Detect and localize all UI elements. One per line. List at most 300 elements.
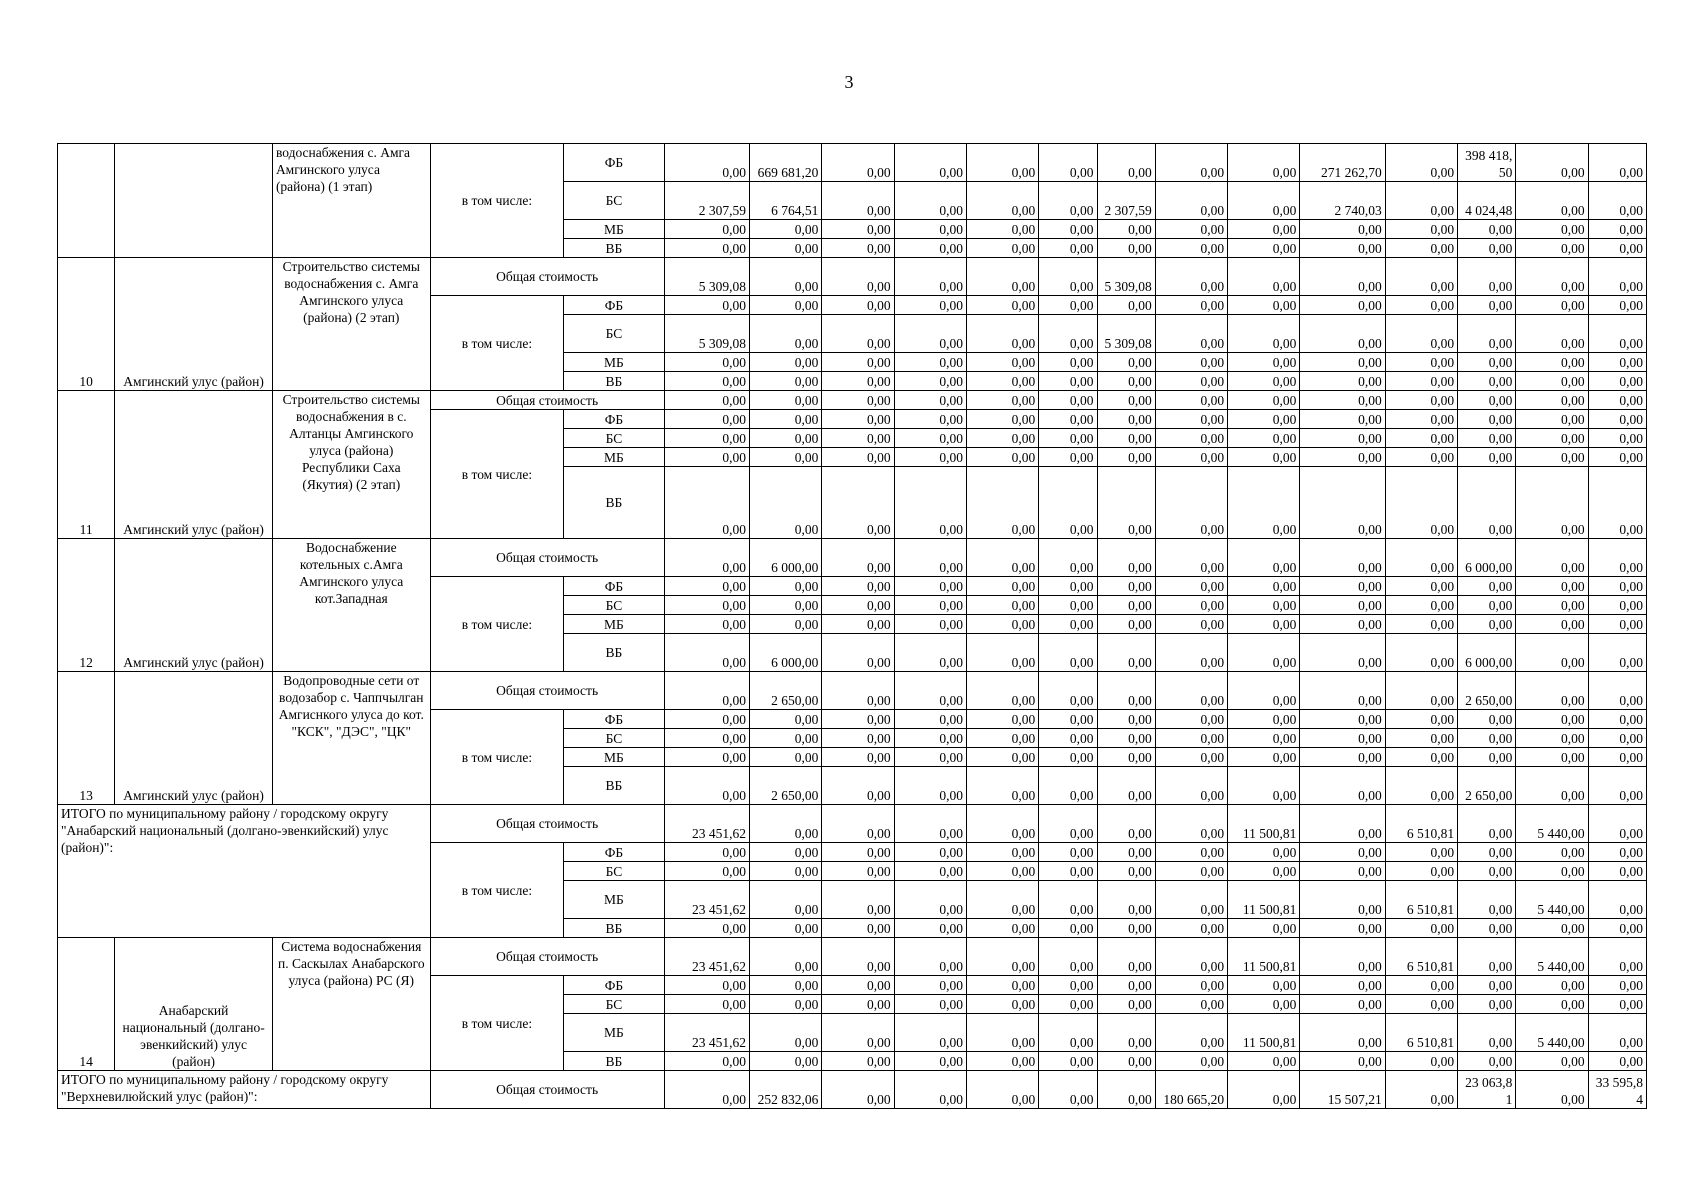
funding-source: ФБ [564, 976, 664, 995]
value-cell: 0,00 [1385, 596, 1457, 615]
value-cell: 0,00 [1300, 353, 1385, 372]
value-cell: 0,00 [1300, 1052, 1385, 1071]
municipality-name: Анабарский национальный (долгано-эвенкийский) улус (район) [115, 938, 273, 1071]
value-cell: 0,00 [1039, 1071, 1097, 1109]
value-cell: 0,00 [664, 467, 749, 539]
value-cell: 0,00 [1588, 919, 1646, 938]
value-cell: 0,00 [1516, 353, 1588, 372]
value-cell: 0,00 [1039, 938, 1097, 976]
including-label: в том числе: [430, 296, 564, 391]
value-cell: 0,00 [822, 372, 894, 391]
value-cell: 0,00 [1097, 429, 1155, 448]
value-cell: 0,00 [894, 1014, 966, 1052]
value-cell: 0,00 [822, 577, 894, 596]
value-cell: 0,00 [750, 391, 822, 410]
including-label: в том числе: [430, 843, 564, 938]
value-cell: 0,00 [1300, 539, 1385, 577]
value-cell: 0,00 [1097, 296, 1155, 315]
value-cell: 0,00 [750, 258, 822, 296]
value-cell: 0,00 [894, 710, 966, 729]
value-cell: 0,00 [1155, 391, 1227, 410]
value-cell: 0,00 [822, 182, 894, 220]
value-cell: 0,00 [750, 615, 822, 634]
value-cell: 0,00 [966, 767, 1038, 805]
value-cell: 5 440,00 [1516, 805, 1588, 843]
value-cell: 0,00 [1300, 805, 1385, 843]
value-cell: 0,00 [1458, 1014, 1516, 1052]
value-cell: 0,00 [1155, 710, 1227, 729]
funding-source: БС [564, 182, 664, 220]
value-cell: 180 665,20 [1155, 1071, 1227, 1109]
value-cell: 0,00 [664, 1071, 749, 1109]
value-cell: 0,00 [894, 881, 966, 919]
value-cell: 0,00 [1039, 220, 1097, 239]
value-cell: 23 063,81 [1458, 1071, 1516, 1109]
value-cell: 0,00 [1458, 315, 1516, 353]
value-cell: 0,00 [1458, 372, 1516, 391]
value-cell: 0,00 [966, 862, 1038, 881]
funding-source: БС [564, 315, 664, 353]
value-cell: 15 507,21 [1300, 1071, 1385, 1109]
value-cell: 23 451,62 [664, 881, 749, 919]
table-row [58, 144, 1647, 182]
value-cell: 669 681,20 [750, 144, 822, 182]
value-cell: 0,00 [1588, 391, 1646, 410]
value-cell: 0,00 [1300, 239, 1385, 258]
value-cell: 11 500,81 [1228, 805, 1300, 843]
value-cell: 0,00 [894, 220, 966, 239]
funding-source: ФБ [564, 410, 664, 429]
value-cell: 0,00 [1155, 220, 1227, 239]
value-cell: 0,00 [1516, 467, 1588, 539]
value-cell: 0,00 [966, 296, 1038, 315]
value-cell: 0,00 [1516, 144, 1588, 182]
value-cell: 0,00 [750, 353, 822, 372]
value-cell: 0,00 [1588, 938, 1646, 976]
value-cell: 0,00 [1039, 805, 1097, 843]
financing-table [57, 143, 1647, 1109]
value-cell: 0,00 [1228, 448, 1300, 467]
value-cell: 0,00 [894, 182, 966, 220]
page-number: 3 [844, 72, 854, 92]
row-number: 13 [58, 672, 115, 805]
value-cell: 0,00 [894, 843, 966, 862]
value-cell: 0,00 [1097, 1071, 1155, 1109]
value-cell: 0,00 [894, 391, 966, 410]
value-cell: 0,00 [1588, 748, 1646, 767]
value-cell: 0,00 [1385, 862, 1457, 881]
value-cell: 0,00 [966, 881, 1038, 919]
value-cell: 0,00 [1300, 767, 1385, 805]
value-cell: 0,00 [1588, 596, 1646, 615]
value-cell: 0,00 [1155, 843, 1227, 862]
value-cell: 0,00 [1385, 767, 1457, 805]
value-cell: 0,00 [1228, 296, 1300, 315]
value-cell: 0,00 [894, 1052, 966, 1071]
value-cell: 0,00 [1458, 995, 1516, 1014]
including-label: в том числе: [430, 410, 564, 539]
value-cell: 0,00 [1385, 634, 1457, 672]
value-cell: 0,00 [966, 182, 1038, 220]
value-cell: 0,00 [822, 448, 894, 467]
value-cell: 0,00 [966, 634, 1038, 672]
value-cell: 0,00 [822, 239, 894, 258]
summary-label: ИТОГО по муниципальному району / городскому округу "Анабарский национальный (долгано-эвенкийский) улус (район)": [58, 805, 431, 938]
value-cell: 0,00 [1588, 410, 1646, 429]
total-cost-label: Общая стоимость [430, 391, 664, 410]
value-cell: 0,00 [1588, 315, 1646, 353]
including-label: в том числе: [430, 976, 564, 1071]
value-cell: 0,00 [966, 539, 1038, 577]
value-cell: 0,00 [1155, 577, 1227, 596]
value-cell: 0,00 [1097, 976, 1155, 995]
table-row [58, 539, 1647, 577]
value-cell: 0,00 [894, 577, 966, 596]
value-cell: 0,00 [1228, 843, 1300, 862]
value-cell: 0,00 [1385, 220, 1457, 239]
value-cell: 0,00 [822, 748, 894, 767]
value-cell: 0,00 [664, 767, 749, 805]
value-cell: 0,00 [1097, 710, 1155, 729]
value-cell: 0,00 [664, 391, 749, 410]
value-cell: 0,00 [1228, 182, 1300, 220]
municipality-name: Амгинский улус (район) [115, 672, 273, 805]
value-cell: 4 024,48 [1458, 182, 1516, 220]
value-cell: 0,00 [1039, 767, 1097, 805]
value-cell: 2 650,00 [750, 672, 822, 710]
total-cost-label: Общая стоимость [430, 539, 664, 577]
value-cell: 0,00 [822, 862, 894, 881]
value-cell: 0,00 [1228, 144, 1300, 182]
value-cell: 0,00 [1155, 976, 1227, 995]
value-cell: 0,00 [664, 353, 749, 372]
value-cell: 0,00 [1155, 258, 1227, 296]
value-cell: 0,00 [1516, 919, 1588, 938]
value-cell: 0,00 [1516, 976, 1588, 995]
value-cell: 0,00 [750, 729, 822, 748]
value-cell: 0,00 [894, 296, 966, 315]
value-cell: 0,00 [894, 1071, 966, 1109]
value-cell: 0,00 [1039, 410, 1097, 429]
value-cell: 0,00 [1385, 976, 1457, 995]
value-cell: 0,00 [664, 239, 749, 258]
value-cell: 2 650,00 [1458, 767, 1516, 805]
value-cell: 0,00 [1385, 144, 1457, 182]
value-cell: 0,00 [1516, 634, 1588, 672]
value-cell: 0,00 [664, 919, 749, 938]
value-cell: 0,00 [1097, 615, 1155, 634]
value-cell: 0,00 [750, 862, 822, 881]
value-cell: 0,00 [966, 710, 1038, 729]
value-cell: 0,00 [1385, 239, 1457, 258]
value-cell: 0,00 [966, 615, 1038, 634]
value-cell: 0,00 [1155, 315, 1227, 353]
value-cell: 0,00 [966, 919, 1038, 938]
value-cell: 0,00 [822, 615, 894, 634]
value-cell: 0,00 [1516, 296, 1588, 315]
value-cell: 0,00 [1097, 805, 1155, 843]
value-cell: 0,00 [1300, 315, 1385, 353]
value-cell: 23 451,62 [664, 805, 749, 843]
value-cell: 0,00 [966, 258, 1038, 296]
object-name: Водоснабжение котельных с.Амга Амгинского улуса кот.Западная [272, 539, 430, 672]
value-cell: 0,00 [1588, 995, 1646, 1014]
value-cell: 0,00 [1588, 767, 1646, 805]
value-cell: 0,00 [822, 881, 894, 919]
value-cell: 6 510,81 [1385, 805, 1457, 843]
value-cell: 0,00 [1228, 976, 1300, 995]
value-cell: 0,00 [1097, 843, 1155, 862]
value-cell: 0,00 [1300, 258, 1385, 296]
value-cell: 0,00 [1588, 634, 1646, 672]
municipality-name: Амгинский улус (район) [115, 539, 273, 672]
value-cell: 11 500,81 [1228, 938, 1300, 976]
value-cell: 6 764,51 [750, 182, 822, 220]
value-cell: 0,00 [1588, 976, 1646, 995]
value-cell: 0,00 [1228, 919, 1300, 938]
value-cell: 0,00 [822, 596, 894, 615]
value-cell: 0,00 [966, 748, 1038, 767]
value-cell: 0,00 [750, 372, 822, 391]
value-cell: 0,00 [750, 296, 822, 315]
value-cell: 0,00 [664, 596, 749, 615]
value-cell: 0,00 [822, 353, 894, 372]
value-cell: 0,00 [1516, 372, 1588, 391]
value-cell: 0,00 [1155, 1014, 1227, 1052]
row-number: 12 [58, 539, 115, 672]
value-cell: 0,00 [1155, 410, 1227, 429]
value-cell: 5 440,00 [1516, 881, 1588, 919]
value-cell: 0,00 [894, 672, 966, 710]
value-cell: 0,00 [1039, 615, 1097, 634]
value-cell: 0,00 [664, 995, 749, 1014]
value-cell: 0,00 [1385, 448, 1457, 467]
value-cell: 0,00 [664, 729, 749, 748]
value-cell: 0,00 [1300, 710, 1385, 729]
including-label: в том числе: [430, 144, 564, 258]
value-cell: 0,00 [966, 448, 1038, 467]
value-cell: 0,00 [966, 843, 1038, 862]
value-cell: 0,00 [664, 372, 749, 391]
value-cell: 0,00 [1588, 239, 1646, 258]
value-cell: 0,00 [1588, 881, 1646, 919]
value-cell: 0,00 [1458, 220, 1516, 239]
value-cell: 0,00 [1385, 843, 1457, 862]
value-cell: 0,00 [1385, 577, 1457, 596]
value-cell: 0,00 [894, 634, 966, 672]
value-cell: 0,00 [1385, 353, 1457, 372]
value-cell: 0,00 [1300, 372, 1385, 391]
value-cell: 0,00 [1039, 919, 1097, 938]
value-cell: 398 418,50 [1458, 144, 1516, 182]
value-cell: 0,00 [966, 467, 1038, 539]
value-cell: 0,00 [1300, 976, 1385, 995]
value-cell: 0,00 [750, 1052, 822, 1071]
value-cell: 0,00 [1097, 410, 1155, 429]
funding-source: ФБ [564, 296, 664, 315]
value-cell: 0,00 [822, 1014, 894, 1052]
value-cell: 0,00 [1588, 862, 1646, 881]
value-cell: 0,00 [1300, 634, 1385, 672]
value-cell: 0,00 [1097, 919, 1155, 938]
value-cell: 0,00 [750, 577, 822, 596]
value-cell: 0,00 [1458, 729, 1516, 748]
value-cell: 6 000,00 [750, 634, 822, 672]
value-cell: 0,00 [1588, 1014, 1646, 1052]
value-cell: 0,00 [1039, 144, 1097, 182]
value-cell: 0,00 [1300, 410, 1385, 429]
value-cell: 2 740,03 [1300, 182, 1385, 220]
value-cell: 0,00 [894, 539, 966, 577]
value-cell: 0,00 [1458, 843, 1516, 862]
value-cell: 0,00 [750, 919, 822, 938]
value-cell: 0,00 [1228, 220, 1300, 239]
value-cell: 0,00 [966, 1052, 1038, 1071]
value-cell: 0,00 [1228, 1052, 1300, 1071]
object-name: Водопроводные сети от водозабор с. Чаппчылган Амгиснкого улуса до кот. "КСК", "ДЭС", "ЦК" [272, 672, 430, 805]
value-cell: 0,00 [822, 1071, 894, 1109]
value-cell: 0,00 [1228, 372, 1300, 391]
value-cell: 0,00 [822, 315, 894, 353]
value-cell: 0,00 [894, 976, 966, 995]
funding-source: БС [564, 596, 664, 615]
funding-source: МБ [564, 448, 664, 467]
value-cell: 0,00 [822, 144, 894, 182]
value-cell: 0,00 [1039, 258, 1097, 296]
object-name: Система водоснабжения п. Саскылах Анабарского улуса (района) РС (Я) [272, 938, 430, 1071]
value-cell: 6 510,81 [1385, 938, 1457, 976]
value-cell: 6 000,00 [750, 539, 822, 577]
value-cell: 0,00 [1458, 919, 1516, 938]
table-row [58, 258, 1647, 296]
value-cell: 0,00 [1385, 672, 1457, 710]
value-cell: 2 307,59 [1097, 182, 1155, 220]
value-cell: 0,00 [894, 429, 966, 448]
value-cell: 0,00 [664, 843, 749, 862]
value-cell: 0,00 [1385, 748, 1457, 767]
total-cost-label: Общая стоимость [430, 258, 664, 296]
value-cell: 0,00 [1458, 710, 1516, 729]
value-cell: 0,00 [1097, 144, 1155, 182]
value-cell: 0,00 [1516, 239, 1588, 258]
value-cell: 0,00 [1588, 843, 1646, 862]
value-cell: 0,00 [750, 239, 822, 258]
table-row [58, 805, 1647, 843]
table-row [58, 938, 1647, 976]
value-cell: 0,00 [1516, 995, 1588, 1014]
value-cell: 0,00 [1039, 315, 1097, 353]
value-cell: 0,00 [664, 539, 749, 577]
value-cell: 0,00 [750, 938, 822, 976]
value-cell: 0,00 [1300, 995, 1385, 1014]
value-cell: 0,00 [1039, 429, 1097, 448]
value-cell: 2 650,00 [1458, 672, 1516, 710]
municipality-name [115, 144, 273, 258]
value-cell: 0,00 [1588, 353, 1646, 372]
funding-source: ВБ [564, 239, 664, 258]
value-cell: 0,00 [1155, 615, 1227, 634]
value-cell: 0,00 [822, 710, 894, 729]
value-cell: 0,00 [822, 429, 894, 448]
value-cell: 0,00 [1458, 448, 1516, 467]
funding-source: ФБ [564, 577, 664, 596]
value-cell: 0,00 [966, 144, 1038, 182]
value-cell: 0,00 [1300, 729, 1385, 748]
value-cell: 0,00 [1516, 672, 1588, 710]
value-cell: 0,00 [894, 995, 966, 1014]
value-cell: 0,00 [822, 729, 894, 748]
funding-source: ФБ [564, 843, 664, 862]
value-cell: 0,00 [1385, 729, 1457, 748]
value-cell: 0,00 [750, 995, 822, 1014]
value-cell: 0,00 [1458, 938, 1516, 976]
value-cell: 0,00 [1039, 710, 1097, 729]
value-cell: 0,00 [1039, 353, 1097, 372]
value-cell: 0,00 [1039, 467, 1097, 539]
value-cell: 0,00 [750, 410, 822, 429]
value-cell: 0,00 [1228, 239, 1300, 258]
value-cell: 0,00 [822, 220, 894, 239]
value-cell: 0,00 [1516, 577, 1588, 596]
value-cell: 0,00 [1097, 220, 1155, 239]
value-cell: 0,00 [1300, 862, 1385, 881]
value-cell: 0,00 [822, 767, 894, 805]
value-cell: 0,00 [822, 843, 894, 862]
value-cell: 0,00 [1155, 729, 1227, 748]
value-cell: 0,00 [1097, 539, 1155, 577]
value-cell: 0,00 [750, 315, 822, 353]
value-cell: 0,00 [1385, 296, 1457, 315]
value-cell: 0,00 [1385, 710, 1457, 729]
value-cell: 0,00 [1516, 1052, 1588, 1071]
value-cell: 0,00 [1458, 596, 1516, 615]
funding-source: БС [564, 862, 664, 881]
value-cell: 0,00 [1385, 258, 1457, 296]
value-cell: 0,00 [822, 672, 894, 710]
value-cell: 11 500,81 [1228, 881, 1300, 919]
value-cell: 5 309,08 [1097, 258, 1155, 296]
value-cell: 0,00 [1097, 372, 1155, 391]
value-cell: 0,00 [1516, 429, 1588, 448]
value-cell: 0,00 [1300, 429, 1385, 448]
value-cell: 0,00 [966, 220, 1038, 239]
value-cell: 23 451,62 [664, 938, 749, 976]
value-cell: 0,00 [750, 843, 822, 862]
value-cell: 0,00 [1516, 862, 1588, 881]
value-cell: 0,00 [966, 429, 1038, 448]
value-cell: 0,00 [1155, 239, 1227, 258]
value-cell: 0,00 [1516, 1071, 1588, 1109]
value-cell: 0,00 [822, 391, 894, 410]
value-cell: 0,00 [1300, 596, 1385, 615]
value-cell: 0,00 [1155, 429, 1227, 448]
value-cell: 0,00 [1385, 182, 1457, 220]
value-cell: 0,00 [1588, 220, 1646, 239]
value-cell: 0,00 [966, 239, 1038, 258]
value-cell: 0,00 [1155, 938, 1227, 976]
value-cell: 0,00 [822, 805, 894, 843]
value-cell: 0,00 [1097, 672, 1155, 710]
value-cell: 0,00 [1228, 767, 1300, 805]
value-cell: 0,00 [1039, 995, 1097, 1014]
value-cell: 0,00 [1300, 919, 1385, 938]
value-cell: 0,00 [1385, 1071, 1457, 1109]
value-cell: 0,00 [1300, 577, 1385, 596]
value-cell: 0,00 [1588, 258, 1646, 296]
value-cell: 0,00 [1155, 1052, 1227, 1071]
value-cell: 0,00 [1228, 410, 1300, 429]
value-cell: 0,00 [664, 748, 749, 767]
